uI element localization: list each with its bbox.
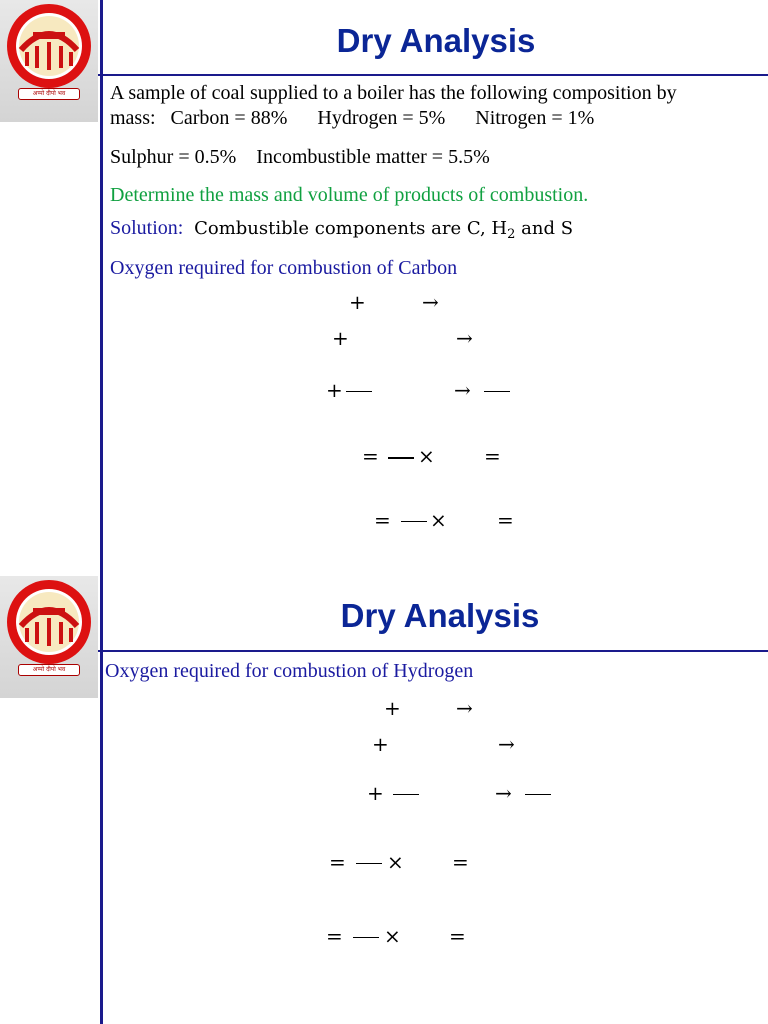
- fraction-bar: [393, 794, 419, 795]
- arrow-sign: →: [498, 732, 515, 756]
- header-rule-1: [0, 74, 768, 76]
- equals-sign: =: [449, 924, 466, 948]
- fraction-bar: [401, 521, 427, 522]
- section-heading: Oxygen required for combustion of Hydrogen: [105, 660, 474, 682]
- fraction-bar: [353, 937, 379, 938]
- emblem-icon: [3, 578, 95, 666]
- plus-sign: +: [367, 781, 384, 805]
- solution-label: Solution:: [110, 217, 184, 239]
- solution-subscript: 2: [507, 227, 516, 242]
- plus-sign: +: [372, 732, 389, 756]
- section-heading: Oxygen required for combustion of Carbon: [110, 257, 458, 279]
- equals-sign: =: [497, 508, 514, 532]
- solution-line: [110, 217, 573, 242]
- header-rule-2: [0, 650, 768, 652]
- times-sign: ×: [387, 850, 404, 874]
- vertical-rule: [100, 0, 103, 1024]
- problem-line-1: A sample of coal supplied to a boiler has the following composition by: [110, 82, 677, 104]
- fraction-bar: [356, 863, 382, 864]
- fraction-bar: [388, 457, 414, 459]
- plus-sign: +: [332, 326, 349, 350]
- times-sign: ×: [384, 924, 401, 948]
- plus-sign: +: [326, 378, 343, 402]
- equals-sign: =: [484, 444, 501, 468]
- equals-sign: =: [374, 508, 391, 532]
- equals-sign: =: [452, 850, 469, 874]
- times-sign: ×: [418, 444, 435, 468]
- problem-line-2: mass: Carbon = 88% Hydrogen = 5% Nitrogen = 1%: [110, 107, 595, 129]
- equals-sign: =: [326, 924, 343, 948]
- fraction-bar: [346, 391, 372, 392]
- institute-logo: [0, 0, 98, 122]
- fraction-bar: [525, 794, 551, 795]
- fraction-bar: [484, 391, 510, 392]
- equals-sign: =: [329, 850, 346, 874]
- arrow-sign: →: [456, 326, 473, 350]
- arrow-sign: →: [456, 696, 473, 720]
- emblem-icon: [3, 2, 95, 90]
- logo-motto: अप्पो दीपो भव: [18, 664, 80, 676]
- slide-title: Dry Analysis: [340, 597, 540, 634]
- task-statement: Determine the mass and volume of products of combustion.: [110, 184, 589, 206]
- arrow-sign: →: [422, 290, 439, 314]
- plus-sign: +: [349, 290, 366, 314]
- slide-title: Dry Analysis: [336, 22, 536, 59]
- plus-sign: +: [384, 696, 401, 720]
- solution-text-end: and S: [515, 218, 574, 239]
- times-sign: ×: [430, 508, 447, 532]
- institute-logo: [0, 576, 98, 698]
- solution-text: Combustible components are C, H: [194, 218, 508, 239]
- equals-sign: =: [362, 444, 379, 468]
- arrow-sign: →: [495, 781, 512, 805]
- problem-line-3: Sulphur = 0.5% Incombustible matter = 5.5%: [110, 146, 490, 168]
- arrow-sign: →: [454, 378, 471, 402]
- logo-motto: अप्पो दीपो भव: [18, 88, 80, 100]
